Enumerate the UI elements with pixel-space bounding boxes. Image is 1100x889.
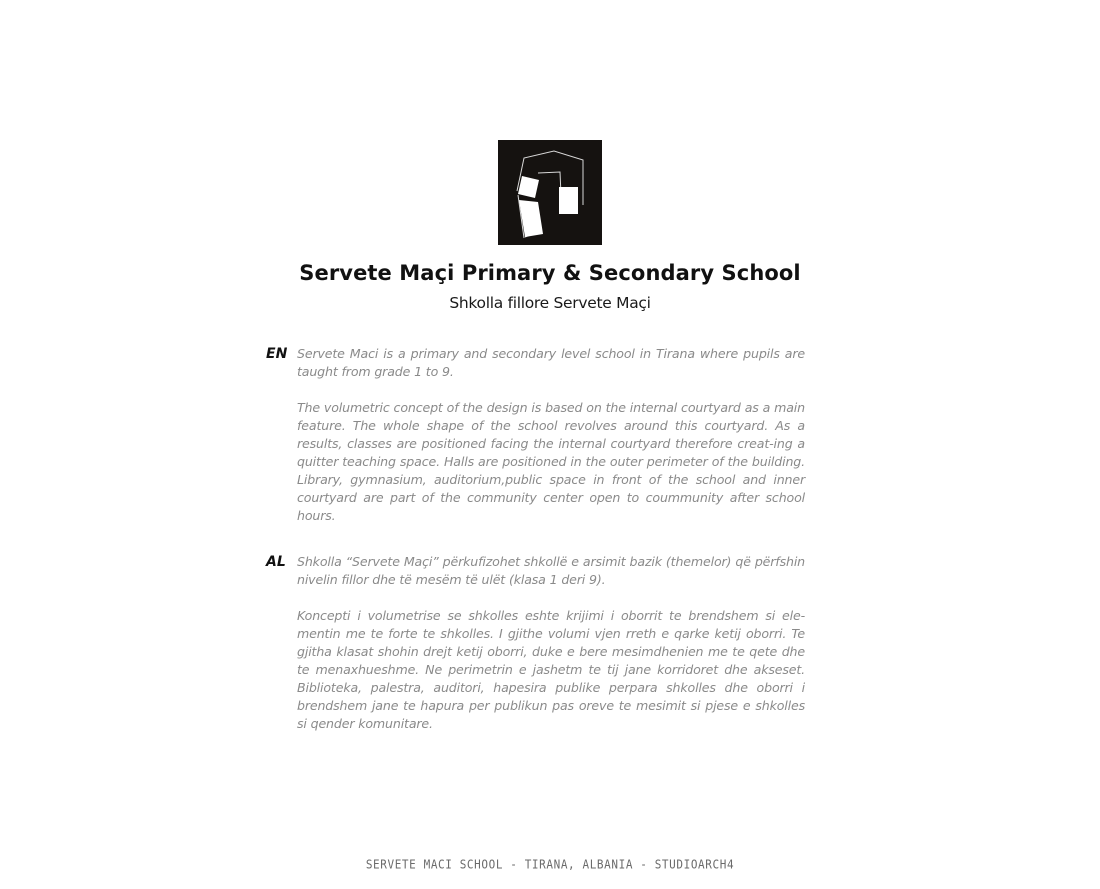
english-paragraph-concept: The volumetric concept of the design is based on the internal courtyard as a main feature. The whole shape of the school revolves around this courtyard. As a results, classes are positioned facing the internal courtyard therefore creat-ing a quitter teaching space. Halls are positioned in the outer perimeter of the building. Library, gymnasium, auditorium,public space in front of the school and inner courtyard are part of the community center open to coummunity after school hours. (297, 400, 805, 523)
english-paragraph-intro: Servete Maci is a primary and secondary level school in Tirana where pupils are taught from grade 1 to 9. (297, 346, 805, 379)
albanian-paragraph-concept: Koncepti i volumetrise se shkolles eshte krijimi i oborrit te brendshem si ele-mentin me te forte te shkolles. I gjithe volumi vjen rreth e qarke ketij oborri. Te gjitha klasat shohin drejt ketij oborri, duke e bere mesimdhenien me te qete dhe te menaxhueshme. Ne perimetrin e jashetm te tij jane korridoret dhe akseset. Biblioteka, palestra, auditori, hapesira publike perpara shkolles dhe oborri i brendshem jane te hapura per publikun pas oreve te mesimit si pjese e shkolles si qender komunitare. (297, 608, 805, 731)
school-logo (498, 140, 602, 245)
page-subtitle: Shkolla fillore Servete Maçi (449, 294, 651, 312)
page-title: Servete Maçi Primary & Secondary School (299, 261, 801, 285)
albanian-paragraphs (297, 553, 805, 751)
language-label-en: EN (266, 346, 288, 362)
school-plan-logo-icon (498, 140, 602, 245)
language-label-al: AL (266, 554, 286, 570)
english-paragraphs (297, 345, 805, 543)
page-footer: SERVETE MACI SCHOOL - TIRANA, ALBANIA - STUDIOARCH4 (365, 857, 735, 872)
albanian-paragraph-intro: Shkolla “Servete Maçi” përkufizohet shkollë e arsimit bazik (themelor) që përfshin nivelin fillor dhe të mesëm të ulët (klasa 1 deri 9). (297, 554, 805, 587)
